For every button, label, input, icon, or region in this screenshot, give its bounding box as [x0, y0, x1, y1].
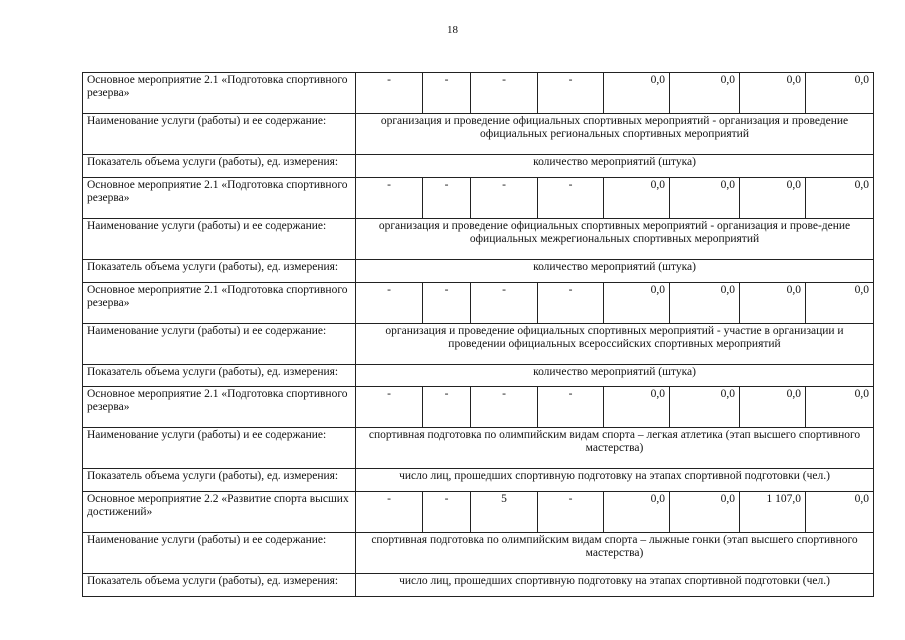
value-cell: 0,0 — [740, 177, 806, 218]
table-row — [83, 259, 874, 282]
value-cell: - — [471, 73, 538, 114]
value-cell: - — [356, 492, 423, 533]
value-cell: 0,0 — [806, 282, 874, 323]
value-cell: 0,0 — [670, 177, 740, 218]
page-number: 18 — [447, 24, 458, 36]
value-cell: 0,0 — [604, 177, 670, 218]
table-row — [83, 469, 874, 492]
row-label: Наименование услуги (работы) и ее содержание: — [83, 323, 356, 364]
value-cell: - — [356, 177, 423, 218]
merged-description-cell: спортивная подготовка по олимпийским видам спорта – легкая атлетика (этап высшего спортивного мастерства) — [356, 428, 874, 469]
value-cell: - — [356, 282, 423, 323]
value-cell: - — [423, 73, 471, 114]
value-cell: - — [356, 73, 423, 114]
row-label: Показатель объема услуги (работы), ед. измерения: — [83, 469, 356, 492]
table-row — [83, 282, 874, 323]
value-cell: 0,0 — [740, 282, 806, 323]
row-label: Основное мероприятие 2.1 «Подготовка спортивного резерва» — [83, 73, 356, 114]
table-row — [83, 177, 874, 218]
row-label: Показатель объема услуги (работы), ед. измерения: — [83, 574, 356, 597]
row-label: Показатель объема услуги (работы), ед. измерения: — [83, 259, 356, 282]
value-cell: - — [423, 492, 471, 533]
value-cell: - — [471, 282, 538, 323]
value-cell: - — [538, 492, 604, 533]
row-label: Наименование услуги (работы) и ее содержание: — [83, 218, 356, 259]
table-row — [83, 492, 874, 533]
value-cell: - — [538, 73, 604, 114]
value-cell: 0,0 — [806, 73, 874, 114]
value-cell: - — [538, 282, 604, 323]
row-label: Наименование услуги (работы) и ее содержание: — [83, 114, 356, 155]
value-cell: - — [471, 177, 538, 218]
value-cell: 0,0 — [670, 73, 740, 114]
merged-description-cell: число лиц, прошедших спортивную подготовку на этапах спортивной подготовки (чел.) — [356, 574, 874, 597]
value-cell: 0,0 — [740, 387, 806, 428]
value-cell: 5 — [471, 492, 538, 533]
table-row — [83, 218, 874, 259]
table-body — [83, 73, 874, 597]
table-row — [83, 533, 874, 574]
value-cell: 0,0 — [806, 492, 874, 533]
table-row — [83, 387, 874, 428]
row-label: Наименование услуги (работы) и ее содержание: — [83, 428, 356, 469]
row-label: Показатель объема услуги (работы), ед. измерения: — [83, 364, 356, 387]
table-row — [83, 428, 874, 469]
value-cell: - — [423, 282, 471, 323]
value-cell: 1 107,0 — [740, 492, 806, 533]
value-cell: 0,0 — [604, 282, 670, 323]
table-row — [83, 323, 874, 364]
value-cell: 0,0 — [604, 492, 670, 533]
merged-description-cell: организация и проведение официальных спортивных мероприятий - участие в организации и проведении официальных всероссийских спортивных мероприятий — [356, 323, 874, 364]
merged-description-cell: количество мероприятий (штука) — [356, 155, 874, 178]
row-label: Показатель объема услуги (работы), ед. измерения: — [83, 155, 356, 178]
value-cell: 0,0 — [806, 387, 874, 428]
row-label: Основное мероприятие 2.2 «Развитие спорта высших достижений» — [83, 492, 356, 533]
merged-description-cell: число лиц, прошедших спортивную подготовку на этапах спортивной подготовки (чел.) — [356, 469, 874, 492]
value-cell: - — [538, 177, 604, 218]
value-cell: 0,0 — [670, 387, 740, 428]
table-row — [83, 73, 874, 114]
merged-description-cell: организация и проведение официальных спортивных мероприятий - организация и прове-дение официальных межрегиональных спортивных мероприятий — [356, 218, 874, 259]
row-label: Наименование услуги (работы) и ее содержание: — [83, 533, 356, 574]
value-cell: - — [423, 177, 471, 218]
services-table — [82, 72, 874, 597]
merged-description-cell: организация и проведение официальных спортивных мероприятий - организация и проведение официальных региональных спортивных мероприятий — [356, 114, 874, 155]
value-cell: - — [538, 387, 604, 428]
value-cell: 0,0 — [670, 492, 740, 533]
value-cell: 0,0 — [740, 73, 806, 114]
merged-description-cell: количество мероприятий (штука) — [356, 364, 874, 387]
table-row — [83, 574, 874, 597]
value-cell: 0,0 — [806, 177, 874, 218]
value-cell: 0,0 — [670, 282, 740, 323]
value-cell: 0,0 — [604, 387, 670, 428]
merged-description-cell: количество мероприятий (штука) — [356, 259, 874, 282]
table-row — [83, 155, 874, 178]
table-row — [83, 114, 874, 155]
row-label: Основное мероприятие 2.1 «Подготовка спортивного резерва» — [83, 177, 356, 218]
row-label: Основное мероприятие 2.1 «Подготовка спортивного резерва» — [83, 387, 356, 428]
value-cell: - — [423, 387, 471, 428]
merged-description-cell: спортивная подготовка по олимпийским видам спорта – лыжные гонки (этап высшего спортивного мастерства) — [356, 533, 874, 574]
table-row — [83, 364, 874, 387]
value-cell: - — [356, 387, 423, 428]
value-cell: 0,0 — [604, 73, 670, 114]
value-cell: - — [471, 387, 538, 428]
row-label: Основное мероприятие 2.1 «Подготовка спортивного резерва» — [83, 282, 356, 323]
